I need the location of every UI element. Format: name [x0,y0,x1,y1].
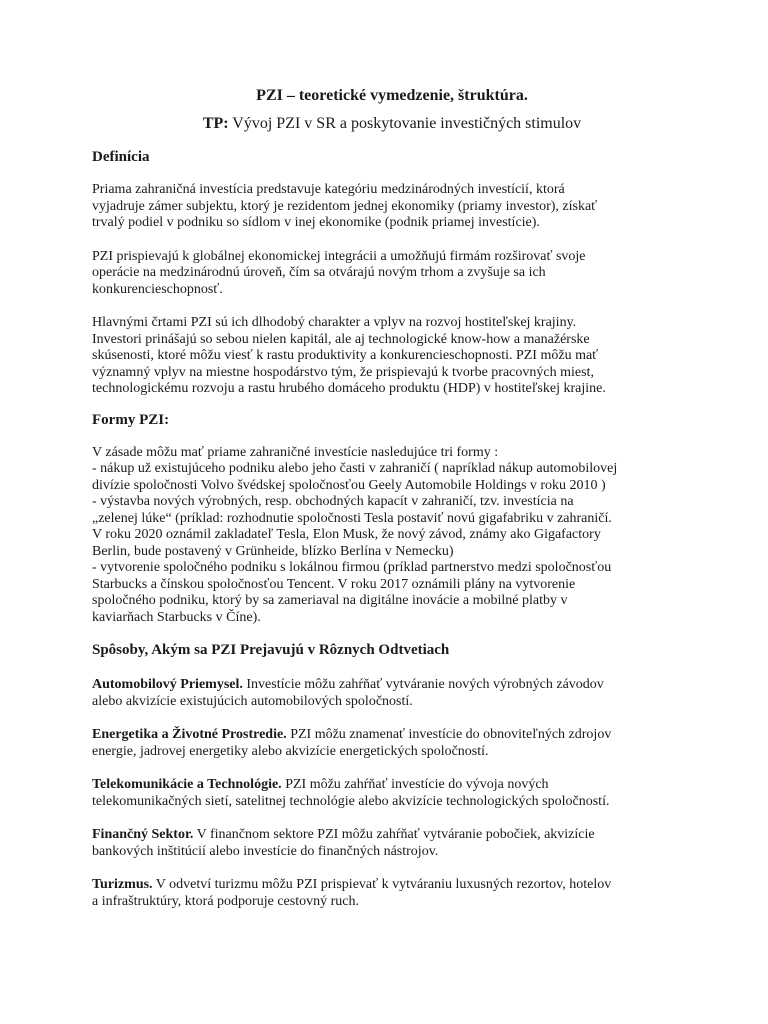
section-heading-definicia: Definícia [92,149,150,165]
sector-lead: Energetika a Životné Prostredie. [92,727,287,742]
document-page [92,86,692,910]
text-line: technologickému rozvoju a rastu hrubého domáceho produktu (HDP) v hostiteľskej krajine. [92,381,606,396]
text-line: energie, jadrovej energetiky alebo akvizície energetických spoločností. [92,743,489,759]
text-line: operácie na medzinárodnú úroveň, čím sa otvárajú novým trhom a zvyšuje sa ich [92,265,546,280]
sector-lead: Telekomunikácie a Technológie. [92,777,282,792]
text-line [92,677,692,694]
text-line: telekomunikačných sietí, satelitnej technológie alebo akvizície technologických spoločností. [92,793,610,809]
text-line: V roku 2020 oznámil zakladateľ Tesla, Elon Musk, že nový závod, známy ako Gigafactory [92,527,601,542]
text-line [92,727,692,744]
sector-text: V odvetví turizmu môžu PZI prispievať k vytváraniu luxusných rezortov, hotelov [152,877,612,892]
text-line [92,827,692,844]
text-line: skúsenosti, ktoré môžu viesť k rastu produktivity a konkurencieschopnosti. PZI môžu mať [92,348,599,363]
sector-text: PZI môžu znamenať investície do obnoviteľných zdrojov [286,727,612,742]
text-line: alebo akvizície existujúcich automobilových spoločností. [92,693,413,709]
sector-text: PZI môžu zahŕňať investície do vývoja nových [281,777,549,792]
text-line: trvalý podiel v podniku so sídlom v inej ekonomike (podnik priamej investície). [92,215,540,230]
document-title: PZI – teoretické vymedzenie, štruktúra. [256,87,528,104]
sector-lead: Turizmus. [92,877,153,892]
sector-lead: Automobilový Priemysel. [92,677,243,692]
text-line: kaviarňach Starbucks v Číne). [92,609,261,625]
paragraph-definicia-1 [92,182,692,232]
text-line: Priama zahraničná investícia predstavuje kategóriu medzinárodných investícií, ktorá [92,182,565,197]
text-line: V zásade môžu mať priame zahraničné investície nasledujúce tri formy : [92,444,499,460]
text-line: významný vplyv na miestne hospodárstvo tým, že prispievajú k tvorbe pracovných miest, [92,364,594,380]
text-line: divízie spoločnosti Volvo švédskej spoločnosťou Geely Automobile Holdings v roku 2010 ) [92,477,606,493]
text-line: bankových inštitúcií alebo investície do finančných nástrojov. [92,843,439,859]
sector-lead: Finančný Sektor. [92,827,194,842]
text-line: Berlin, bude postavený v Grünheide, blízko Berlína v Nemecku) [92,543,454,559]
text-line: - nákup už existujúceho podniku alebo jeho časti v zahraničí ( napríklad nákup automobilovej [92,461,618,476]
sector-automotive [92,677,692,710]
section-heading-formy: Formy PZI: [92,411,170,428]
text-line: Starbucks a čínskou spoločnosťou Tencent. V roku 2017 oznámili plány na vytvorenie [92,576,576,592]
sector-finance [92,827,692,860]
text-line: spoločného podniku, ktorý by sa zameriaval na digitálne inovácie a mobilné platby v [92,593,568,608]
text-line [92,877,692,894]
text-line: konkurencieschopnosť. [92,281,223,297]
document-subtitle [92,114,692,134]
text-line [92,777,692,794]
sector-text: Investície môžu zahŕňať vytváranie nových výrobných závodov [242,677,604,692]
subtitle-label: TP: [202,115,229,132]
text-line: Investori prinášajú so sebou nielen kapitál, ale aj technologické know-how a manažérske [92,331,590,347]
text-line: PZI prispievajú k globálnej ekonomickej integrácii a umožňujú firmám rozširovať svoje [92,248,586,264]
section-heading-sposoby: Spôsoby, Akým sa PZI Prejavujú v Rôznych Odtvetiach [92,642,450,658]
sector-energy [92,727,692,760]
paragraph-definicia-3 [92,315,692,398]
subtitle-text: Vývoj PZI v SR a poskytovanie investičných stimulov [228,115,582,132]
sector-telecom [92,777,692,810]
text-line: „zelenej lúke“ (príklad: rozhodnutie spoločnosti Tesla postaviť novú gigafabriku v zahraničí. [92,510,612,526]
sector-text: V finančnom sektore PZI môžu zahŕňať vytváranie pobočiek, akvizície [193,827,595,842]
text-line: vyjadruje zámer subjektu, ktorý je rezidentom jednej ekonomiky (priamy investor), získať [92,198,598,214]
text-line: - výstavba nových výrobných, resp. obchodných kapacít v zahraničí, tzv. investícia na [92,494,574,509]
paragraph-formy [92,445,692,627]
text-line: a infraštruktúry, ktorá podporuje cestovný ruch. [92,893,359,909]
sector-tourism [92,877,692,910]
text-line: - vytvorenie spoločného podniku s lokálnou firmou (príklad partnerstvo medzi spoločnosťou [92,560,612,575]
paragraph-definicia-2 [92,249,692,299]
text-line: Hlavnými črtami PZI sú ich dlhodobý charakter a vplyv na rozvoj hostiteľskej krajiny. [92,315,577,330]
